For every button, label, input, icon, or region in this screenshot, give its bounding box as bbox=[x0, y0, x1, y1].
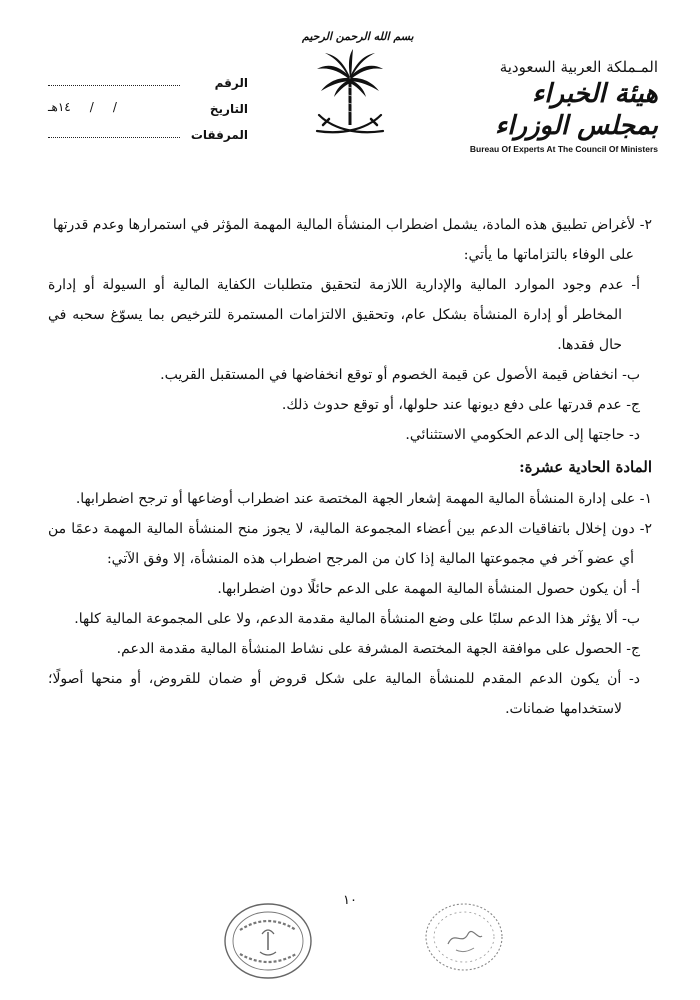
clause-2: ٢- لأغراض تطبيق هذه المادة، يشمل اضطراب المنشأة المالية المهمة المؤثر في استمرارها وعدم قدرتها bbox=[52, 217, 652, 233]
article-11-clause-2-item-b: ب- ألا يؤثر هذا الدعم سلبًا على وضع المنشأة المالية مقدمة الدعم، ولا على المجموعة المالية كلها. bbox=[74, 611, 640, 627]
clause-2-item-d: د- حاجتها إلى الدعم الحكومي الاستثنائي. bbox=[405, 427, 640, 443]
basmala: بسم الله الرحمن الرحيم bbox=[302, 30, 414, 43]
saudi-emblem-palm-swords-icon bbox=[309, 47, 391, 145]
bureau-name-english: Bureau Of Experts At The Council Of Ministers bbox=[469, 144, 658, 154]
clause-2-continued: على الوفاء بالتزاماتها ما يأتي: bbox=[463, 247, 634, 263]
reference-label: الرقم bbox=[214, 76, 248, 90]
article-11-clause-2-item-c: ج- الحصول على موافقة الجهة المختصة المشرفة على نشاط المنشأة المالية مقدمة الدعم. bbox=[116, 641, 640, 657]
reference-number-row bbox=[48, 64, 248, 90]
page-number: ١٠ bbox=[343, 893, 357, 908]
kingdom-name: المـملكة العربية السعودية bbox=[499, 58, 658, 76]
signature-stamp-icon bbox=[422, 900, 506, 974]
clause-2-item-c: ج- عدم قدرتها على دفع ديونها عند حلولها، أو توقع حدوث ذلك. bbox=[281, 397, 640, 413]
article-11-clause-2-item-d: د- أن يكون الدعم المقدم للمنشأة المالية على شكل قروض أو ضمان للقروض، أو منحها أصولًا؛ لاستخدامها ضمانات. bbox=[48, 671, 640, 717]
reference-blank-line bbox=[48, 73, 180, 86]
letter-metadata bbox=[48, 64, 248, 142]
letterhead-emblem-block bbox=[302, 30, 414, 145]
article-11-clause-1: ١- على إدارة المنشأة المالية المهمة إشعار الجهة المختصة عند اضطراب أوضاعها أو ترجح اضطرابها. bbox=[75, 491, 652, 507]
date-row bbox=[48, 90, 248, 116]
letterhead-organization bbox=[448, 58, 658, 154]
date-label: التاريخ bbox=[209, 102, 248, 116]
date-value: / / ١٤هـ bbox=[48, 100, 117, 114]
article-eleven-title: المادة الحادية عشرة: bbox=[519, 458, 652, 476]
clause-2-item-b: ب- انخفاض قيمة الأصول عن قيمة الخصوم أو توقع انخفاضها في المستقبل القريب. bbox=[160, 367, 640, 383]
attachments-blank-line bbox=[48, 125, 180, 138]
clause-2-item-a: أ- عدم وجود الموارد المالية والإدارية اللازمة لتحقيق متطلبات الكفاية المالية أو السيولة أو إدارة المخاطر أو إدارة المنشأة بشكل عام، وتحقيق الالتزامات المستمرة للترخيص بما يسوّغ سحبه في حال فقدها. bbox=[48, 277, 640, 353]
document-body bbox=[48, 210, 652, 724]
article-11-clause-2-item-a: أ- أن يكون حصول المنشأة المالية المهمة على الدعم حائلًا دون اضطرابها. bbox=[217, 581, 640, 597]
attachments-row bbox=[48, 116, 248, 142]
official-seal-stamp-icon bbox=[222, 900, 314, 982]
article-11-clause-2: ٢- دون إخلال باتفاقيات الدعم بين أعضاء المجموعة المالية، لا يجوز منح المنشأة المالية المهمة دعمًا من أي عضو آخر في مجموعتها المالية إذا كان من المرجح اضطراب هذه المنشأة، إلا وفق الآتي: bbox=[48, 521, 652, 567]
bureau-name-arabic: هيئة الخبراء بمجلس الوزراء bbox=[495, 79, 658, 141]
attachments-label: المرفقات bbox=[190, 128, 248, 142]
